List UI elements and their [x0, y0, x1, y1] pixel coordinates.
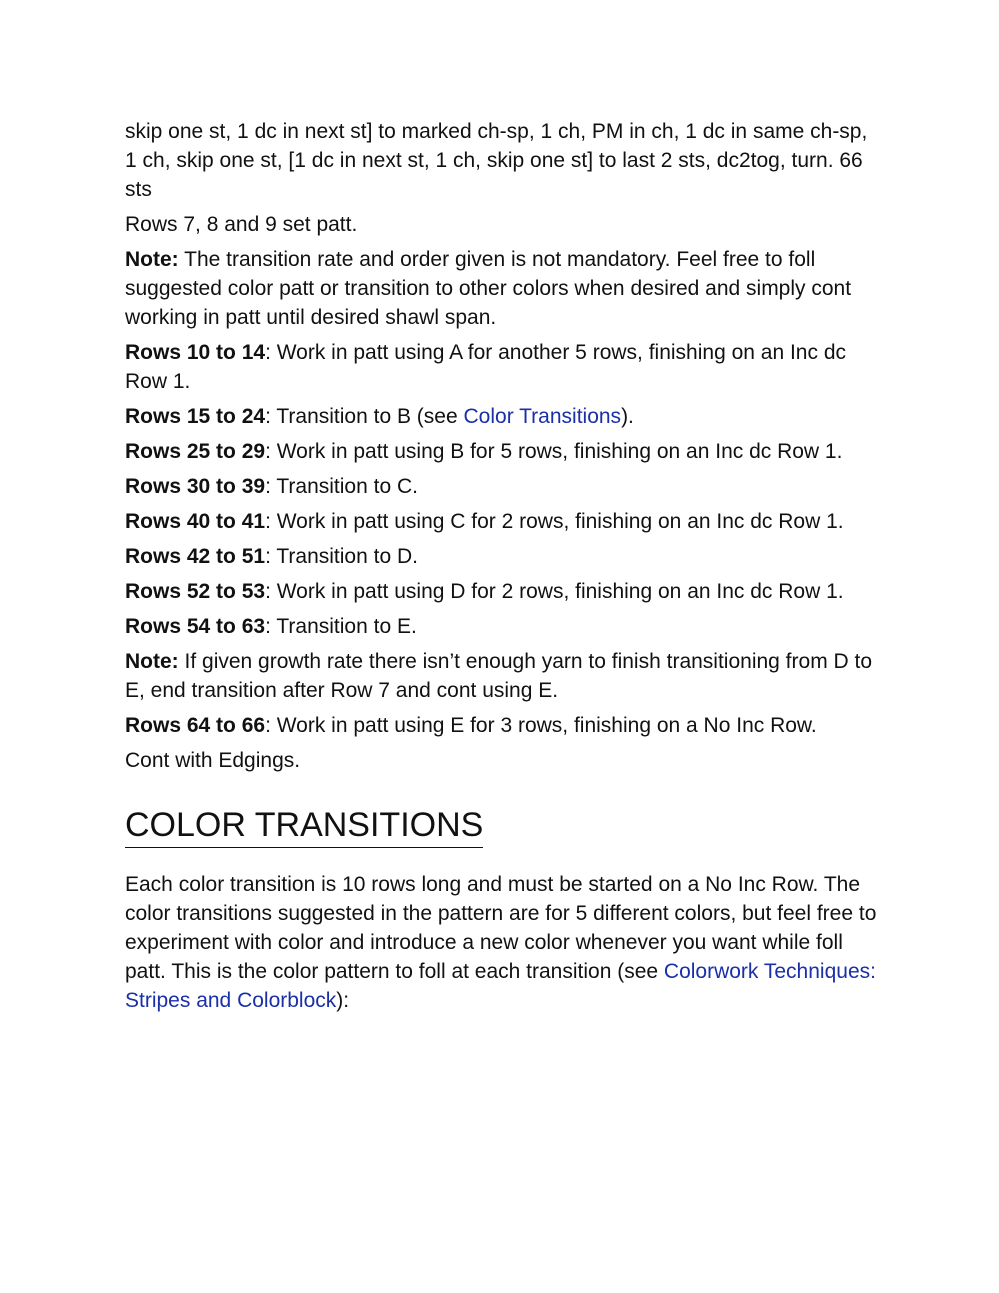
- row-range-label: Rows 10 to 14: [125, 341, 266, 364]
- paragraph-color-transitions: Each color transition is 10 rows long and must be started on a No Inc Row. The color transitions suggested in the pattern are for 5 different colors, but feel free to experiment with color and introduce a new color whenever you want while foll patt. This is the color pattern to foll at each transition (see Colorwork Techniques: Stripes and Colorblock):: [125, 873, 877, 1012]
- note-label: Note:: [125, 650, 179, 673]
- paragraph-cont-edgings: Cont with Edgings.: [125, 749, 301, 772]
- note-label: Note:: [125, 248, 179, 271]
- paragraph-note-yarn: Note: If given growth rate there isn’t enough yarn to finish transitioning from D to E, end transition after Row 7 and cont using E.: [125, 650, 873, 702]
- row-range-label: Rows 52 to 53: [125, 580, 266, 603]
- row-range-label: Rows 30 to 39: [125, 475, 266, 498]
- row-range-label: Rows 25 to 29: [125, 440, 266, 463]
- paragraph-rows-15-24: Rows 15 to 24: Transition to B (see Color Transitions).: [125, 405, 634, 428]
- colorwork-techniques-link[interactable]: Colorwork Techniques: Stripes and Colorblock: [125, 960, 876, 1012]
- paragraph-rows-42-51: Rows 42 to 51: Transition to D.: [125, 545, 418, 568]
- section-heading: COLOR TRANSITIONS: [125, 805, 483, 848]
- row-range-label: Rows 64 to 66: [125, 714, 266, 737]
- paragraph-rows-25-29: Rows 25 to 29: Work in patt using B for 5 rows, finishing on an Inc dc Row 1.: [125, 440, 843, 463]
- row-range-label: Rows 54 to 63: [125, 615, 266, 638]
- paragraph-rows-52-53: Rows 52 to 53: Work in patt using D for 2 rows, finishing on an Inc dc Row 1.: [125, 580, 844, 603]
- document-page: [125, 117, 877, 1021]
- row-range-label: Rows 40 to 41: [125, 510, 266, 533]
- paragraph-rows-7-9: Rows 7, 8 and 9 set patt.: [125, 213, 358, 236]
- paragraph-rows-64-66: Rows 64 to 66: Work in patt using E for 3 rows, finishing on a No Inc Row.: [125, 714, 817, 737]
- section-heading-wrap: [125, 781, 877, 870]
- paragraph-rows-54-63: Rows 54 to 63: Transition to E.: [125, 615, 417, 638]
- paragraph-rows-10-14: Rows 10 to 14: Work in patt using A for another 5 rows, finishing on an Inc dc Row 1.: [125, 341, 846, 393]
- paragraph-instruction-end: skip one st, 1 dc in next st] to marked ch-sp, 1 ch, PM in ch, 1 dc in same ch-sp, 1 ch, skip one st, [1 dc in next st, 1 ch, skip one st] to last 2 sts, dc2tog, turn. 66 sts: [125, 120, 868, 201]
- color-transitions-link[interactable]: Color Transitions: [463, 405, 622, 428]
- paragraph-rows-40-41: Rows 40 to 41: Work in patt using C for 2 rows, finishing on an Inc dc Row 1.: [125, 510, 844, 533]
- paragraph-rows-30-39: Rows 30 to 39: Transition to C.: [125, 475, 418, 498]
- row-range-label: Rows 15 to 24: [125, 405, 266, 428]
- row-range-label: Rows 42 to 51: [125, 545, 266, 568]
- paragraph-note-transition: Note: The transition rate and order given is not mandatory. Feel free to foll suggested color patt or transition to other colors when desired and simply cont working in patt until desired shawl span.: [125, 248, 852, 329]
